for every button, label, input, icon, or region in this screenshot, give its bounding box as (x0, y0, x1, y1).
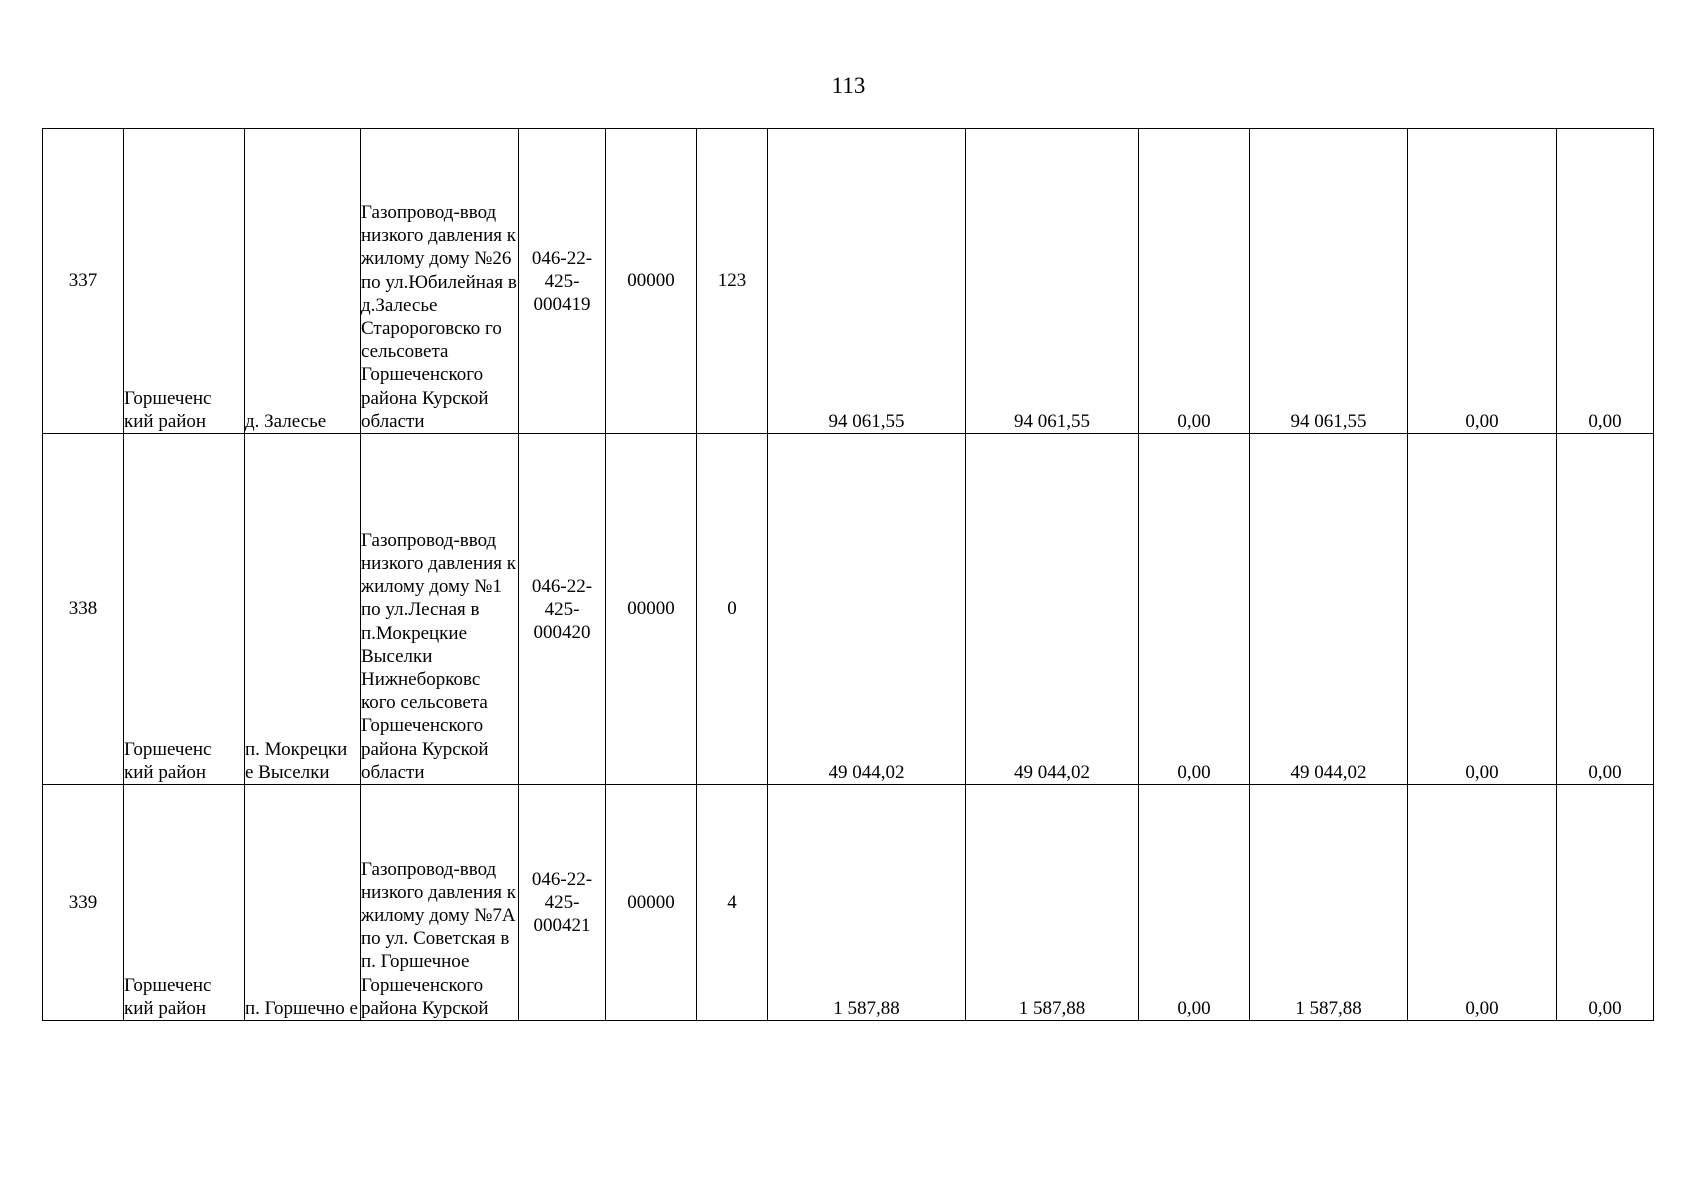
object-description-cell: Газопровод-ввод низкого давления к жилому дому №7А по ул. Советская в п. Горшечное Горшеченского района Курской (361, 785, 519, 1021)
table-row (43, 434, 1654, 785)
value-cell: 0,00 (1557, 434, 1654, 785)
value-cell: 94 061,55 (966, 129, 1139, 434)
row-number: 337 (43, 129, 124, 434)
value-cell: 49 044,02 (768, 434, 966, 785)
value-cell: 0,00 (1557, 129, 1654, 434)
okato-cell: 00000 (606, 129, 697, 434)
quantity-cell: 0 (697, 434, 768, 785)
settlement-cell: п. Горшечно е (245, 785, 361, 1021)
value-cell: 0,00 (1408, 129, 1557, 434)
row-number: 339 (43, 785, 124, 1021)
district-cell: Горшеченс кий район (124, 785, 245, 1021)
cadastral-code-cell: 046-22-425-000421 (519, 785, 606, 1021)
district-cell: Горшеченс кий район (124, 434, 245, 785)
object-description-cell: Газопровод-ввод низкого давления к жилому дому №26 по ул.Юбилейная в д.Залесье Старороговско го сельсовета Горшеченского района Курской области (361, 129, 519, 434)
cadastral-code-cell: 046-22-425-000419 (519, 129, 606, 434)
cadastral-code-cell: 046-22-425-000420 (519, 434, 606, 785)
data-table (42, 128, 1654, 1021)
okato-cell: 00000 (606, 785, 697, 1021)
value-cell: 0,00 (1139, 785, 1250, 1021)
value-cell: 0,00 (1139, 129, 1250, 434)
object-description-cell: Газопровод-ввод низкого давления к жилому дому №1 по ул.Лесная в п.Мокрецкие Выселки Нижнеборковс кого сельсовета Горшеченского района Курской области (361, 434, 519, 785)
table-row (43, 785, 1654, 1021)
value-cell: 94 061,55 (768, 129, 966, 434)
settlement-cell: п. Мокрецки е Выселки (245, 434, 361, 785)
value-cell: 0,00 (1408, 785, 1557, 1021)
value-cell: 1 587,88 (966, 785, 1139, 1021)
quantity-cell: 4 (697, 785, 768, 1021)
row-number: 338 (43, 434, 124, 785)
value-cell: 1 587,88 (768, 785, 966, 1021)
okato-cell: 00000 (606, 434, 697, 785)
value-cell: 0,00 (1557, 785, 1654, 1021)
value-cell: 0,00 (1408, 434, 1557, 785)
value-cell: 49 044,02 (1250, 434, 1408, 785)
page-number: 113 (831, 73, 866, 98)
value-cell: 49 044,02 (966, 434, 1139, 785)
value-cell: 0,00 (1139, 434, 1250, 785)
value-cell: 1 587,88 (1250, 785, 1408, 1021)
quantity-cell: 123 (697, 129, 768, 434)
value-cell: 94 061,55 (1250, 129, 1408, 434)
table-row (43, 129, 1654, 434)
settlement-cell: д. Залесье (245, 129, 361, 434)
district-cell: Горшеченс кий район (124, 129, 245, 434)
